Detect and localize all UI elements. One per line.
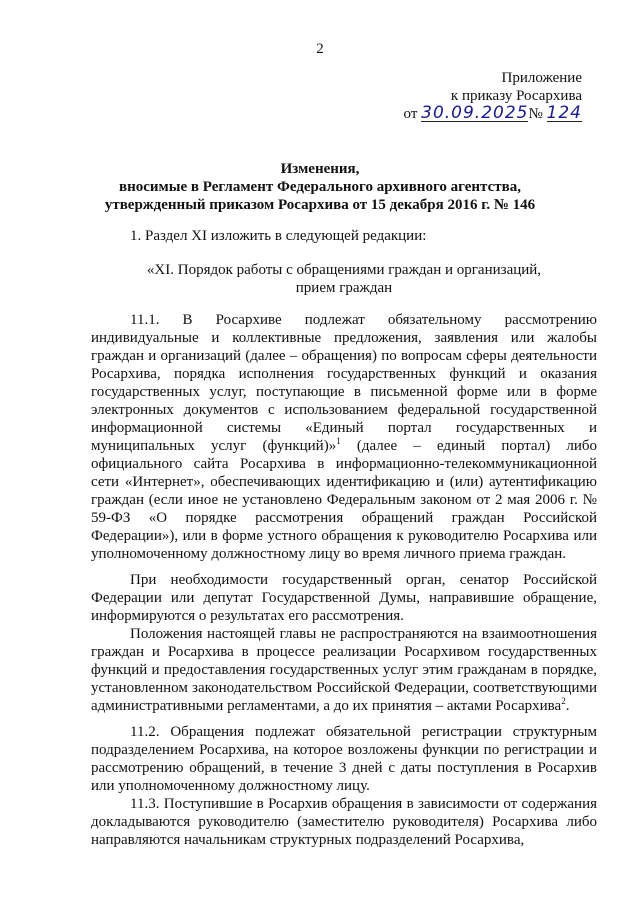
footnote-ref-1: 1: [336, 436, 341, 446]
paragraph-11-1-text-b: (далее – единый портал) либо официального сайта Росархива в информационно-телекоммуникационной сети «Интернет», обеспечивающих идентификацию и (или) аутентификацию граждан (если иное не установлено Федеральным законом от 2 мая 2006 г. № 59-ФЗ «О порядке рассмотрения обращений граждан Российской Федерации»), или в форме устного обращения к руководителю Росархива или уполномоченному должностному лицу во время личного приема граждан.: [91, 438, 597, 562]
paragraph-provisions: [91, 625, 597, 715]
annex-title: Приложение: [501, 70, 582, 86]
title-line-3: утвержденный приказом Росархива от 15 декабря 2016 г. № 146: [104, 197, 536, 213]
annex-number-prefix: №: [528, 106, 543, 122]
paragraph-11-1: [91, 311, 597, 563]
annex-from-prefix: от: [403, 106, 418, 122]
paragraph-11-1-text-a: 11.1. В Росархиве подлежат обязательному рассмотрению индивидуальные и коллективные предложения, заявления или жалобы граждан и организаций (далее – обращения) по вопросам сферы деятельности Росархива, порядка исполнения государственных функций и оказания государственных услуг, поступающие в письменной форме или в форме электронных документов с использованием федеральной государственной информационной системы «Единый портал государственных и муниципальных услуг (функций)»: [91, 312, 597, 454]
item-1: 1. Раздел XI изложить в следующей редакции:: [130, 228, 427, 244]
section-heading: [91, 261, 597, 297]
paragraph-11-3: 11.3. Поступившие в Росархив обращения в зависимости от содержания докладываются руководителю (заместителю руководителя) Росархива либо направляются начальникам структурных подразделений Росархива,: [91, 796, 597, 848]
handwritten-order-number: 124: [546, 103, 582, 123]
footnote-ref-2: 2: [561, 696, 566, 706]
title-line-2: вносимые в Регламент Федерального архивного агентства,: [119, 179, 521, 195]
annex-order-ref: к приказу Росархива: [450, 88, 582, 104]
annex-block: [382, 69, 582, 123]
page-number: 2: [316, 41, 324, 57]
document-title: [60, 160, 580, 214]
section-heading-line-2: прием граждан: [295, 280, 393, 296]
handwritten-date: 30.09.2025: [421, 103, 529, 123]
paragraph-necessity: При необходимости государственный орган, сенатор Российской Федерации или депутат Государственной Думы, направившие обращение, информируются о результатах его рассмотрения.: [91, 572, 597, 624]
paragraph-provisions-text-a: Положения настоящей главы не распространяются на взаимоотношения граждан и Росархива в процессе реализации Росархивом государственных функций и предоставления государственных услуг этим гражданам в порядке, установленном законодательством Российской Федерации, соответствующими административными регламентами, а до их принятия – актами Росархива: [91, 626, 597, 714]
paragraph-provisions-text-b: .: [565, 698, 570, 714]
section-heading-line-1: «XI. Порядок работы с обращениями граждан и организаций,: [146, 262, 542, 278]
title-line-1: Изменения,: [280, 161, 360, 177]
paragraph-11-2: 11.2. Обращения подлежат обязательной регистрации структурным подразделением Росархива, на которое возложены функции по регистрации и рассмотрению обращений, в течение 3 дней с даты поступления в Росархив или уполномоченному должностному лицу.: [91, 724, 597, 794]
annex-date-line: [382, 105, 582, 123]
